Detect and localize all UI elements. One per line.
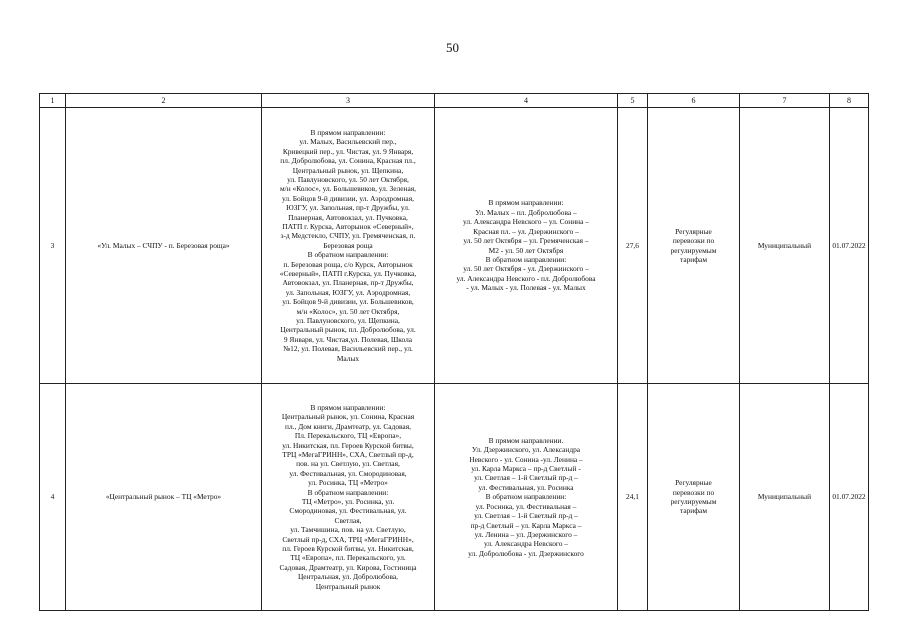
text-line: пр-д Светлый – ул. Карла Маркса – bbox=[470, 520, 582, 530]
text-line: Светлая, bbox=[334, 515, 362, 525]
text-line: Садовая, Драмтеатр, ул. Кирова, Гостиница bbox=[279, 562, 417, 572]
text-line: з-д Медстекло, СЧПУ, ул. Гремяченская, п. bbox=[280, 231, 416, 241]
text-line: пл. Героев Курской битвы, ул. Никитская, bbox=[282, 544, 414, 554]
text-line: ул. Малых, Васильевский пер., bbox=[299, 137, 397, 147]
text-line: Центральный рынок, ул. Сонина, Красная bbox=[281, 412, 415, 422]
text-line: Автовокзал, ул. Планерная, пр-т Дружбы, bbox=[282, 278, 414, 288]
text-line: Березовая роща bbox=[323, 240, 373, 250]
text-line: В прямом направлении: bbox=[310, 402, 386, 412]
route-kind: Муниципальный bbox=[740, 108, 830, 384]
text-line: регулируемым bbox=[670, 497, 717, 506]
table-header-row bbox=[40, 94, 869, 108]
text-line: ул. Росинка, ТЦ «Метро» bbox=[308, 478, 388, 488]
text-line: Центральный рынок, пл. Добролюбова, ул. bbox=[280, 325, 416, 335]
text-line: Центральный рынок, ул. Щепкина, bbox=[292, 165, 404, 175]
header-cell: 2 bbox=[66, 94, 262, 108]
text-line: Малых bbox=[336, 353, 360, 363]
text-line: ул. Александра Невского - пл. Добролюбова bbox=[456, 273, 596, 283]
text-line: ул. Александра Невского – ул. Сонина – bbox=[463, 217, 589, 227]
header-cell: 7 bbox=[740, 94, 830, 108]
text-line: - ул. Малых - ул. Полевая - ул. Малых bbox=[466, 283, 586, 293]
text-line: м/н «Колос», ул. 50 лет Октября, bbox=[296, 306, 400, 316]
header-cell: 8 bbox=[830, 94, 869, 108]
text-line: ул. Добролюбова - ул. Дзержинского bbox=[468, 548, 584, 558]
text-line: ул. Бойцов 9-й дивизии, ул. Аэродромная, bbox=[282, 193, 414, 203]
text-line: «Северный», ПАТП г.Курска, ул. Пучковка, bbox=[279, 269, 417, 279]
text-line: ул. 50 лет Октября - ул. Дзержинского – bbox=[463, 264, 589, 274]
text-line: В обратном направлении: bbox=[485, 492, 567, 502]
text-line: ул. Тамчишина, пов. на ул. Светлую, bbox=[290, 525, 406, 535]
text-line: регулируемым bbox=[670, 245, 717, 255]
text-line: Регулярные bbox=[675, 478, 712, 488]
route-date: 01.07.2022 bbox=[830, 384, 869, 611]
text-line: ТЦ «Метро», ул. Росинка, ул. bbox=[301, 497, 395, 506]
table-row bbox=[40, 384, 869, 611]
text-line: Кривецкий пер., ул. Чистая, ул. 9 Января, bbox=[282, 146, 414, 156]
text-line: ул. Карла Маркса – пр-д Светлый - bbox=[471, 464, 581, 474]
text-line: п. Березовая роща, с/о Курск, Авторынок bbox=[283, 259, 413, 269]
text-line: ул. Фестивальная, ул. Росинка bbox=[478, 482, 574, 492]
text-line: ул. Запольная, ЮЗГУ, ул. Аэродромная, bbox=[285, 287, 411, 297]
route-path bbox=[262, 108, 435, 384]
text-line: №12, ул. Полевая, Васильевский пер., ул. bbox=[283, 344, 413, 354]
text-line: Ул. Малых – пл. Добролюбова – bbox=[475, 207, 577, 217]
text-line: В прямом направлении: bbox=[310, 127, 386, 137]
route-streets bbox=[435, 384, 618, 611]
text-line: ул. Светлая – 1-й Светлый пр-д – bbox=[474, 511, 578, 521]
text-line: ул. Александра Невского – bbox=[484, 539, 568, 549]
text-line: Светлый пр-д, СХА, ТРЦ «МегаГРИНН», bbox=[282, 534, 414, 544]
text-line: ул. Бойцов 9-й дивизии, ул. Большевиков, bbox=[282, 297, 414, 307]
route-name: «Ул. Малых – СЧПУ - п. Березовая роща» bbox=[66, 108, 262, 384]
table-row bbox=[40, 108, 869, 384]
route-type bbox=[648, 384, 740, 611]
text-line: Ул. Дзержинского, ул. Александра bbox=[471, 445, 581, 455]
routes-table bbox=[39, 93, 869, 611]
text-line: тарифам bbox=[680, 254, 707, 264]
text-line: Центральная, ул. Добролюбова, bbox=[297, 572, 399, 582]
text-line: В обратном направлении: bbox=[485, 254, 567, 264]
page-number: 50 bbox=[446, 40, 459, 55]
text-line: ул. Ленина – ул. Дзержинского – bbox=[474, 529, 578, 539]
text-line: Красная пл. – ул. Дзержинского – bbox=[473, 226, 579, 236]
text-line: пл. Добролюбова, ул. Сонина, Красная пл., bbox=[280, 156, 416, 166]
text-line: Регулярные bbox=[675, 226, 712, 236]
text-line: ул. Росинка, ул. Фестивальная – bbox=[475, 501, 577, 511]
route-date: 01.07.2022 bbox=[830, 108, 869, 384]
text-line: ПАТП г. Курска, Авторынок «Северный», bbox=[282, 221, 414, 231]
text-line: тарифам bbox=[680, 506, 707, 516]
route-type bbox=[648, 108, 740, 384]
header-cell: 5 bbox=[618, 94, 648, 108]
text-line: В обратном направлении: bbox=[307, 487, 389, 497]
text-line: ТРЦ «МегаГРИНН», СХА, Светлый пр-д, bbox=[282, 449, 414, 459]
text-line: ул. Светлая – 1-й Светлый пр-д – bbox=[474, 473, 578, 483]
header-cell: 4 bbox=[435, 94, 618, 108]
route-length: 24,1 bbox=[618, 384, 648, 611]
text-line: Смородиновая, ул. Фестивальная, ул. bbox=[289, 506, 407, 516]
text-line: В прямом направлении. bbox=[488, 435, 564, 445]
text-line: перевозки по bbox=[672, 487, 715, 497]
route-name: «Центральный рынок – ТЦ «Метро» bbox=[66, 384, 262, 611]
text-line: Центральный рынок bbox=[315, 581, 381, 591]
route-kind: Муниципальный bbox=[740, 384, 830, 611]
text-line: ул. Никитская, пл. Героев Курской битвы, bbox=[282, 440, 414, 450]
text-line: ул. 50 лет Октября – ул. Гремяченская – bbox=[463, 236, 589, 246]
header-cell: 3 bbox=[262, 94, 435, 108]
route-length: 27,6 bbox=[618, 108, 648, 384]
text-line: ул. Павлуновского, ул. 50 лет Октября, bbox=[287, 174, 409, 184]
text-line: ул. Фестивальная, ул. Смородиновая, bbox=[289, 468, 407, 478]
header-cell: 1 bbox=[40, 94, 66, 108]
text-line: Планерная, Автовокзал, ул. Пучковка, bbox=[288, 212, 408, 222]
text-line: пов. на ул. Светлую, ул. Светлая, bbox=[296, 459, 400, 469]
text-line: Пл. Перекальского, ТЦ «Европа», bbox=[294, 431, 402, 441]
route-streets bbox=[435, 108, 618, 384]
route-number: 3 bbox=[40, 108, 66, 384]
text-line: ул. Павлуновского, ул. Щепкина, bbox=[296, 316, 400, 326]
header-cell: 6 bbox=[648, 94, 740, 108]
text-line: пл., Дом книги, Драмтеатр, ул. Садовая, bbox=[285, 421, 411, 431]
text-line: М2 - ул. 50 лет Октября bbox=[488, 245, 564, 255]
text-line: перевозки по bbox=[672, 236, 715, 246]
route-path bbox=[262, 384, 435, 611]
text-line: В обратном направлении: bbox=[307, 250, 389, 260]
text-line: 9 Января, ул. Чистая,ул. Полевая, Школа bbox=[283, 334, 413, 344]
text-line: м/н «Колос», ул. Большевиков, ул. Зеленая, bbox=[280, 184, 416, 194]
text-line: ЮЗГУ, ул. Запольная, пр-т Дружбы, ул. bbox=[286, 203, 410, 213]
text-line: ТЦ «Европа», пл. Перекальского, ул. bbox=[290, 553, 406, 563]
text-line: В прямом направлении: bbox=[488, 198, 564, 208]
text-line: Невского - ул. Сонина -ул. Ленина – bbox=[469, 454, 583, 464]
route-number: 4 bbox=[40, 384, 66, 611]
